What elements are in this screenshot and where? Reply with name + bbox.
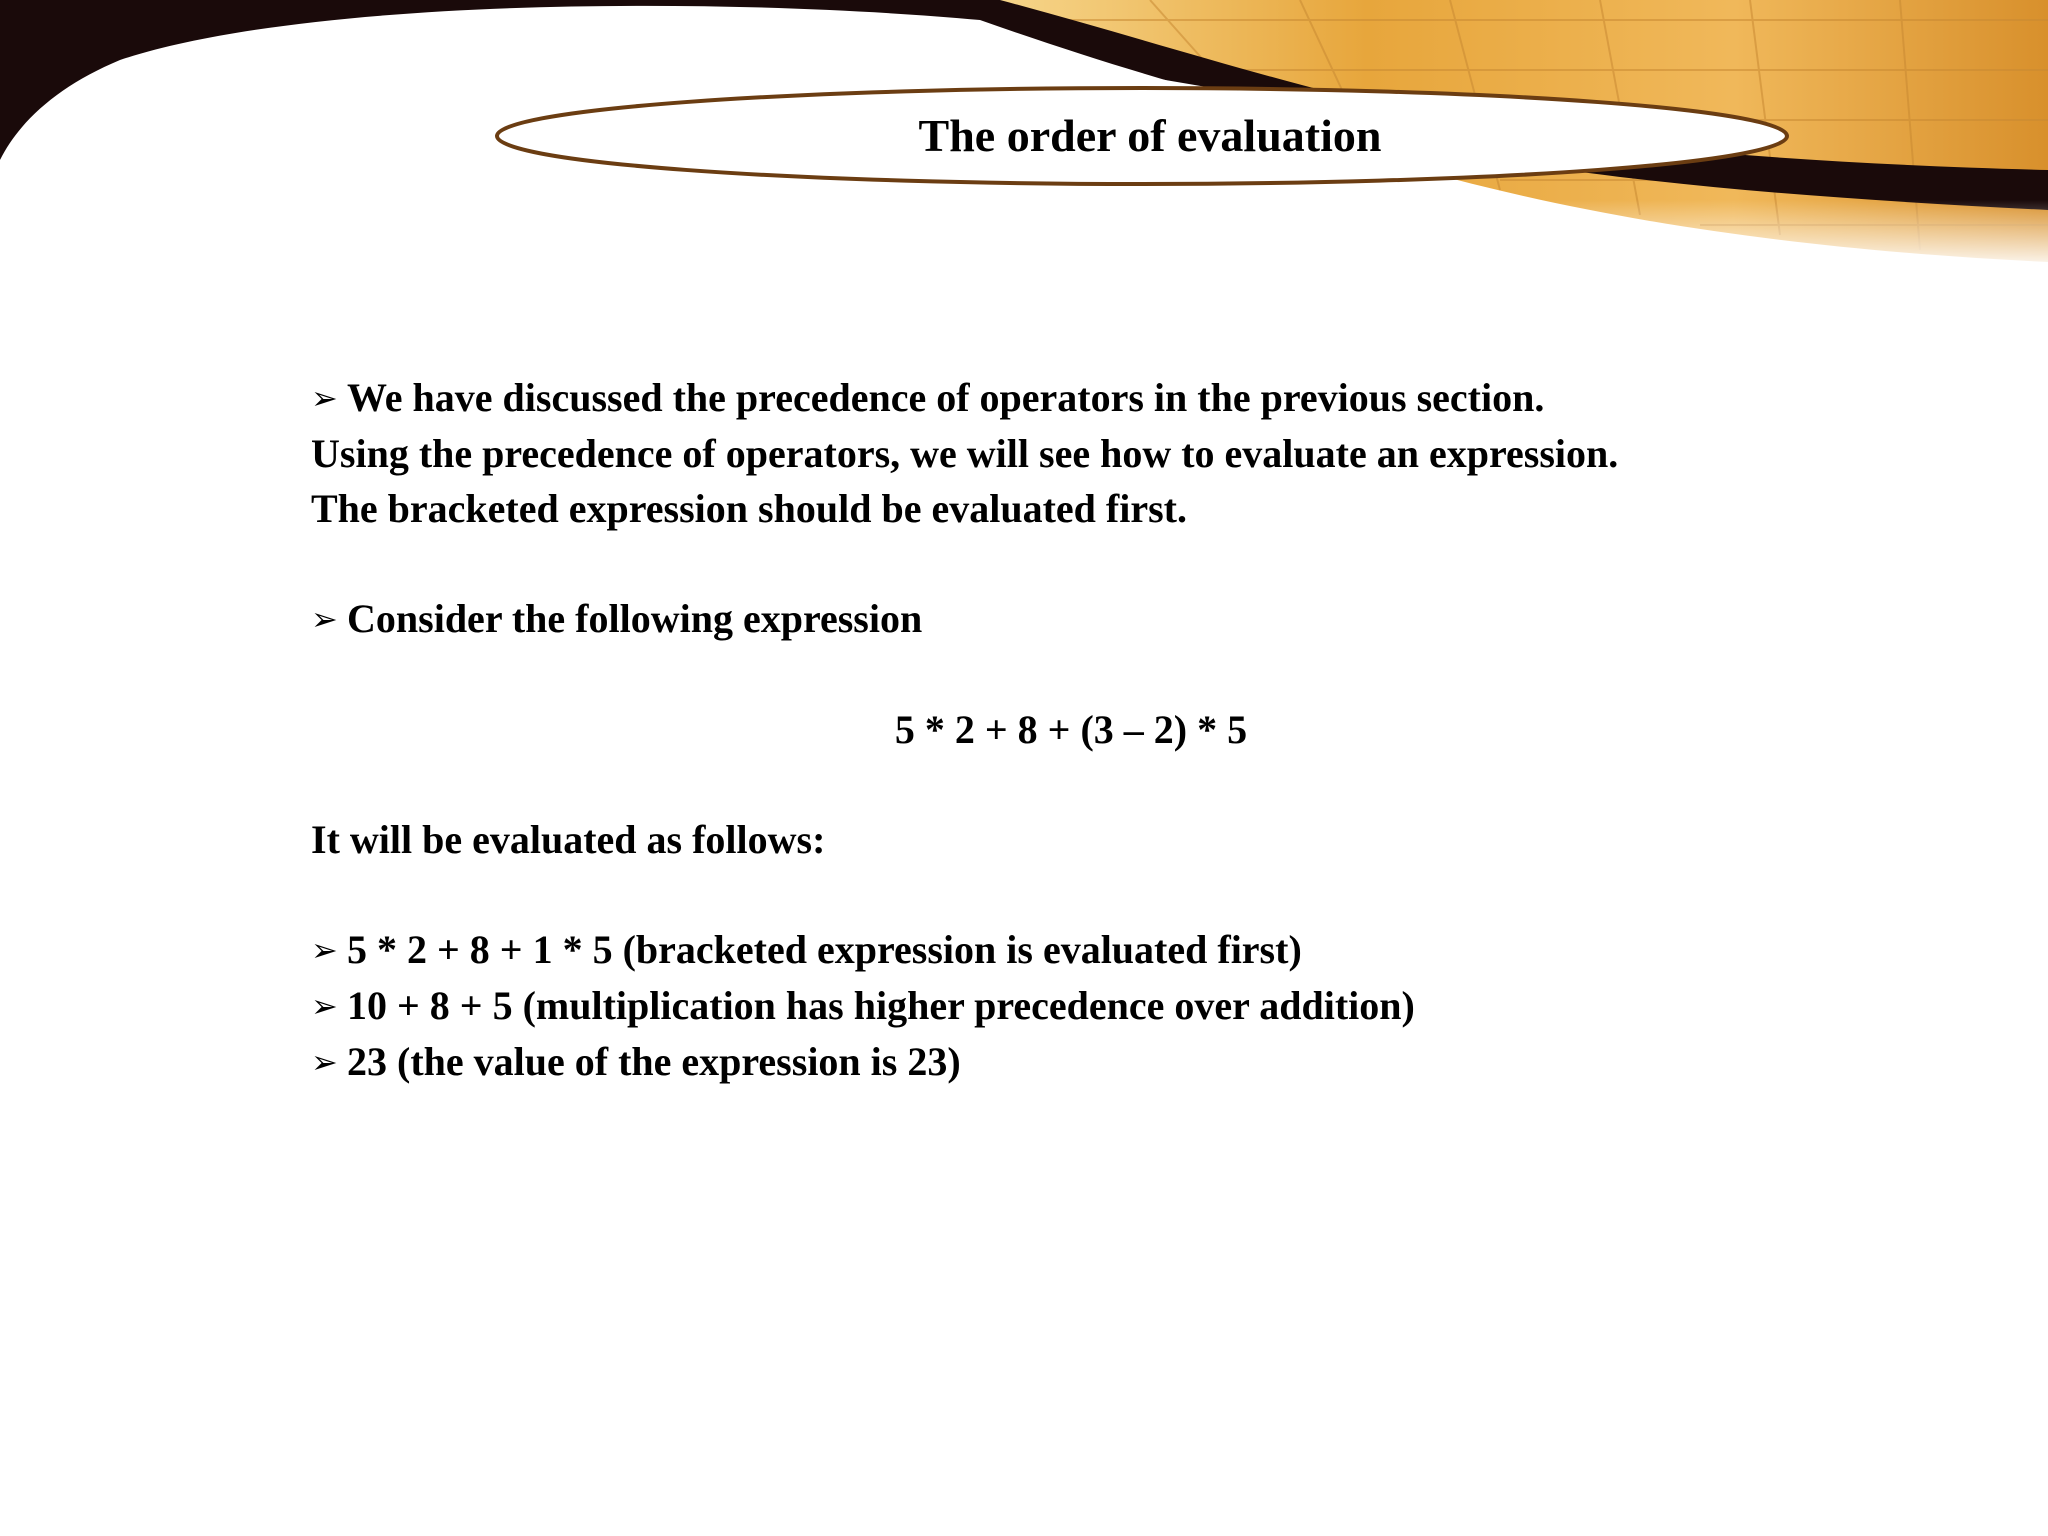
intro-paragraph: ➢ We have discussed the precedence of operators in the previous section. bbox=[311, 370, 1871, 426]
consider-paragraph: ➢ Consider the following expression bbox=[311, 591, 1871, 647]
intro-line-3: The bracketed expression should be evaluated first. bbox=[311, 486, 1187, 531]
arrow-bullet-icon: ➢ bbox=[311, 1043, 338, 1081]
evaluated-label: It will be evaluated as follows: bbox=[311, 817, 826, 862]
page-title: The order of evaluation bbox=[918, 110, 1382, 161]
intro-line-2: Using the precedence of operators, we will see how to evaluate an expression. bbox=[311, 431, 1619, 476]
step-item: ➢ 23 (the value of the expression is 23) bbox=[311, 1034, 1871, 1090]
arrow-bullet-icon: ➢ bbox=[311, 987, 338, 1025]
step-item: ➢ 10 + 8 + 5 (multiplication has higher precedence over addition) bbox=[311, 978, 1871, 1034]
arrow-bullet-icon: ➢ bbox=[311, 931, 338, 969]
step-item: ➢ 5 * 2 + 8 + 1 * 5 (bracketed expression is evaluated first) bbox=[311, 922, 1871, 978]
arrow-bullet-icon: ➢ bbox=[311, 379, 338, 417]
expression: 5 * 2 + 8 + (3 – 2) * 5 bbox=[894, 707, 1248, 752]
slide-body bbox=[311, 370, 1871, 1090]
arrow-bullet-icon: ➢ bbox=[311, 600, 338, 638]
